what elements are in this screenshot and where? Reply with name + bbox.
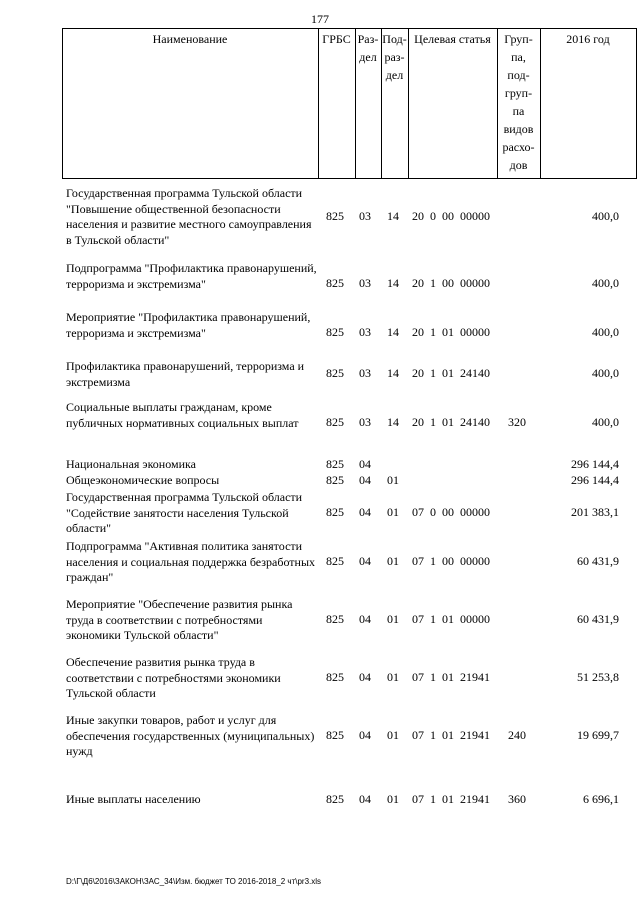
row-grbs: 825 [326, 554, 344, 568]
row-sum: 296 144,4 [571, 457, 619, 471]
row-grbs: 825 [326, 505, 344, 519]
row-target: 20 1 01 00000 [412, 325, 490, 339]
row-vr: 360 [508, 792, 526, 806]
row-name: Государственная программа Тульской области "Повышение общественной безопасности населения и развитие местного самоуправления в Тульской области" [66, 186, 312, 247]
row-target: 20 0 00 00000 [412, 209, 490, 223]
row-podrazdel: 14 [387, 366, 399, 380]
row-podrazdel: 01 [387, 554, 399, 568]
row-podrazdel: 01 [387, 505, 399, 519]
row-grbs: 825 [326, 457, 344, 471]
row-name: Обеспечение развития рынка труда в соответствии с потребностями экономики Тульской области [66, 655, 281, 700]
row-target: 07 1 01 21941 [412, 670, 490, 684]
header-vr: Груп- па, под- груп- па видов расхо- дов [502, 32, 535, 172]
row-podrazdel: 14 [387, 415, 399, 429]
row-name: Социальные выплаты гражданам, кроме публичных нормативных социальных выплат [66, 400, 299, 430]
row-name: Подпрограмма "Активная политика занятости населения и социальная поддержка безработных граждан" [66, 539, 316, 584]
row-podrazdel: 01 [387, 473, 399, 487]
row-target: 07 1 00 00000 [412, 554, 490, 568]
row-name: Подпрограмма "Профилактика правонарушений, терроризма и экстремизма" [66, 261, 317, 291]
row-razdel: 04 [359, 670, 371, 684]
row-sum: 60 431,9 [577, 612, 619, 626]
row-name: Государственная программа Тульской области "Содействие занятости населения Тульской области" [66, 490, 303, 535]
row-vr: 240 [508, 728, 526, 742]
row-target: 07 1 01 21941 [412, 792, 490, 806]
row-target: 07 1 01 00000 [412, 612, 490, 626]
row-grbs: 825 [326, 415, 344, 429]
row-target: 20 1 00 00000 [412, 276, 490, 290]
row-razdel: 03 [359, 209, 371, 223]
row-razdel: 04 [359, 612, 371, 626]
row-grbs: 825 [326, 366, 344, 380]
row-sum: 400,0 [592, 276, 619, 290]
header-target: Целевая статья [414, 32, 491, 46]
header-razdel: Раз- дел [357, 32, 379, 64]
row-sum: 400,0 [592, 209, 619, 223]
row-grbs: 825 [326, 325, 344, 339]
row-sum: 296 144,4 [571, 473, 619, 487]
row-sum: 400,0 [592, 415, 619, 429]
row-sum: 201 383,1 [571, 505, 619, 519]
header-grbs: ГРБС [322, 32, 351, 46]
row-sum: 60 431,9 [577, 554, 619, 568]
row-podrazdel: 01 [387, 728, 399, 742]
row-podrazdel: 14 [387, 209, 399, 223]
header-podrazdel: Под- раз- дел [382, 32, 407, 82]
row-razdel: 03 [359, 276, 371, 290]
row-sum: 19 699,7 [577, 728, 619, 742]
row-grbs: 825 [326, 473, 344, 487]
row-sum: 6 696,1 [583, 792, 619, 806]
row-target: 20 1 01 24140 [412, 366, 490, 380]
row-name: Мероприятие "Профилактика правонарушений, терроризма и экстремизма" [66, 310, 311, 340]
row-target: 07 1 01 21941 [412, 728, 490, 742]
row-name: Профилактика правонарушений, терроризма и экстремизма [66, 359, 305, 389]
row-sum: 400,0 [592, 366, 619, 380]
row-podrazdel: 14 [387, 276, 399, 290]
row-grbs: 825 [326, 209, 344, 223]
row-grbs: 825 [326, 612, 344, 626]
row-razdel: 04 [359, 457, 371, 471]
row-target: 07 0 00 00000 [412, 505, 490, 519]
row-podrazdel: 01 [387, 670, 399, 684]
row-name: Общеэкономические вопросы [66, 473, 220, 487]
row-sum: 51 253,8 [577, 670, 619, 684]
row-target: 20 1 01 24140 [412, 415, 490, 429]
row-razdel: 04 [359, 554, 371, 568]
file-path-footer: D:\Г\Д6\2016\ЗАКОН\ЗАС_34\Изм. бюджет ТО 2016-2018_2 чт\pr3.xls [66, 877, 322, 886]
row-razdel: 04 [359, 505, 371, 519]
row-podrazdel: 01 [387, 612, 399, 626]
row-podrazdel: 14 [387, 325, 399, 339]
row-razdel: 03 [359, 415, 371, 429]
row-razdel: 03 [359, 366, 371, 380]
row-podrazdel: 01 [387, 792, 399, 806]
page-number: 177 [311, 12, 329, 26]
row-razdel: 04 [359, 728, 371, 742]
row-sum: 400,0 [592, 325, 619, 339]
header-year: 2016 год [566, 32, 610, 46]
row-grbs: 825 [326, 792, 344, 806]
header-name: Наименование [152, 32, 228, 46]
row-razdel: 04 [359, 792, 371, 806]
row-razdel: 03 [359, 325, 371, 339]
row-name: Мероприятие "Обеспечение развития рынка труда в соответствии с потребностями экономики Тульской области" [66, 597, 293, 642]
row-grbs: 825 [326, 670, 344, 684]
row-grbs: 825 [326, 728, 344, 742]
row-razdel: 04 [359, 473, 371, 487]
row-vr: 320 [508, 415, 526, 429]
row-grbs: 825 [326, 276, 344, 290]
table-header [0, 0, 640, 180]
row-name: Национальная экономика [66, 457, 196, 471]
row-name: Иные закупки товаров, работ и услуг для обеспечения государственных (муниципальных) нужд [66, 713, 315, 758]
row-name: Иные выплаты населению [66, 792, 201, 806]
